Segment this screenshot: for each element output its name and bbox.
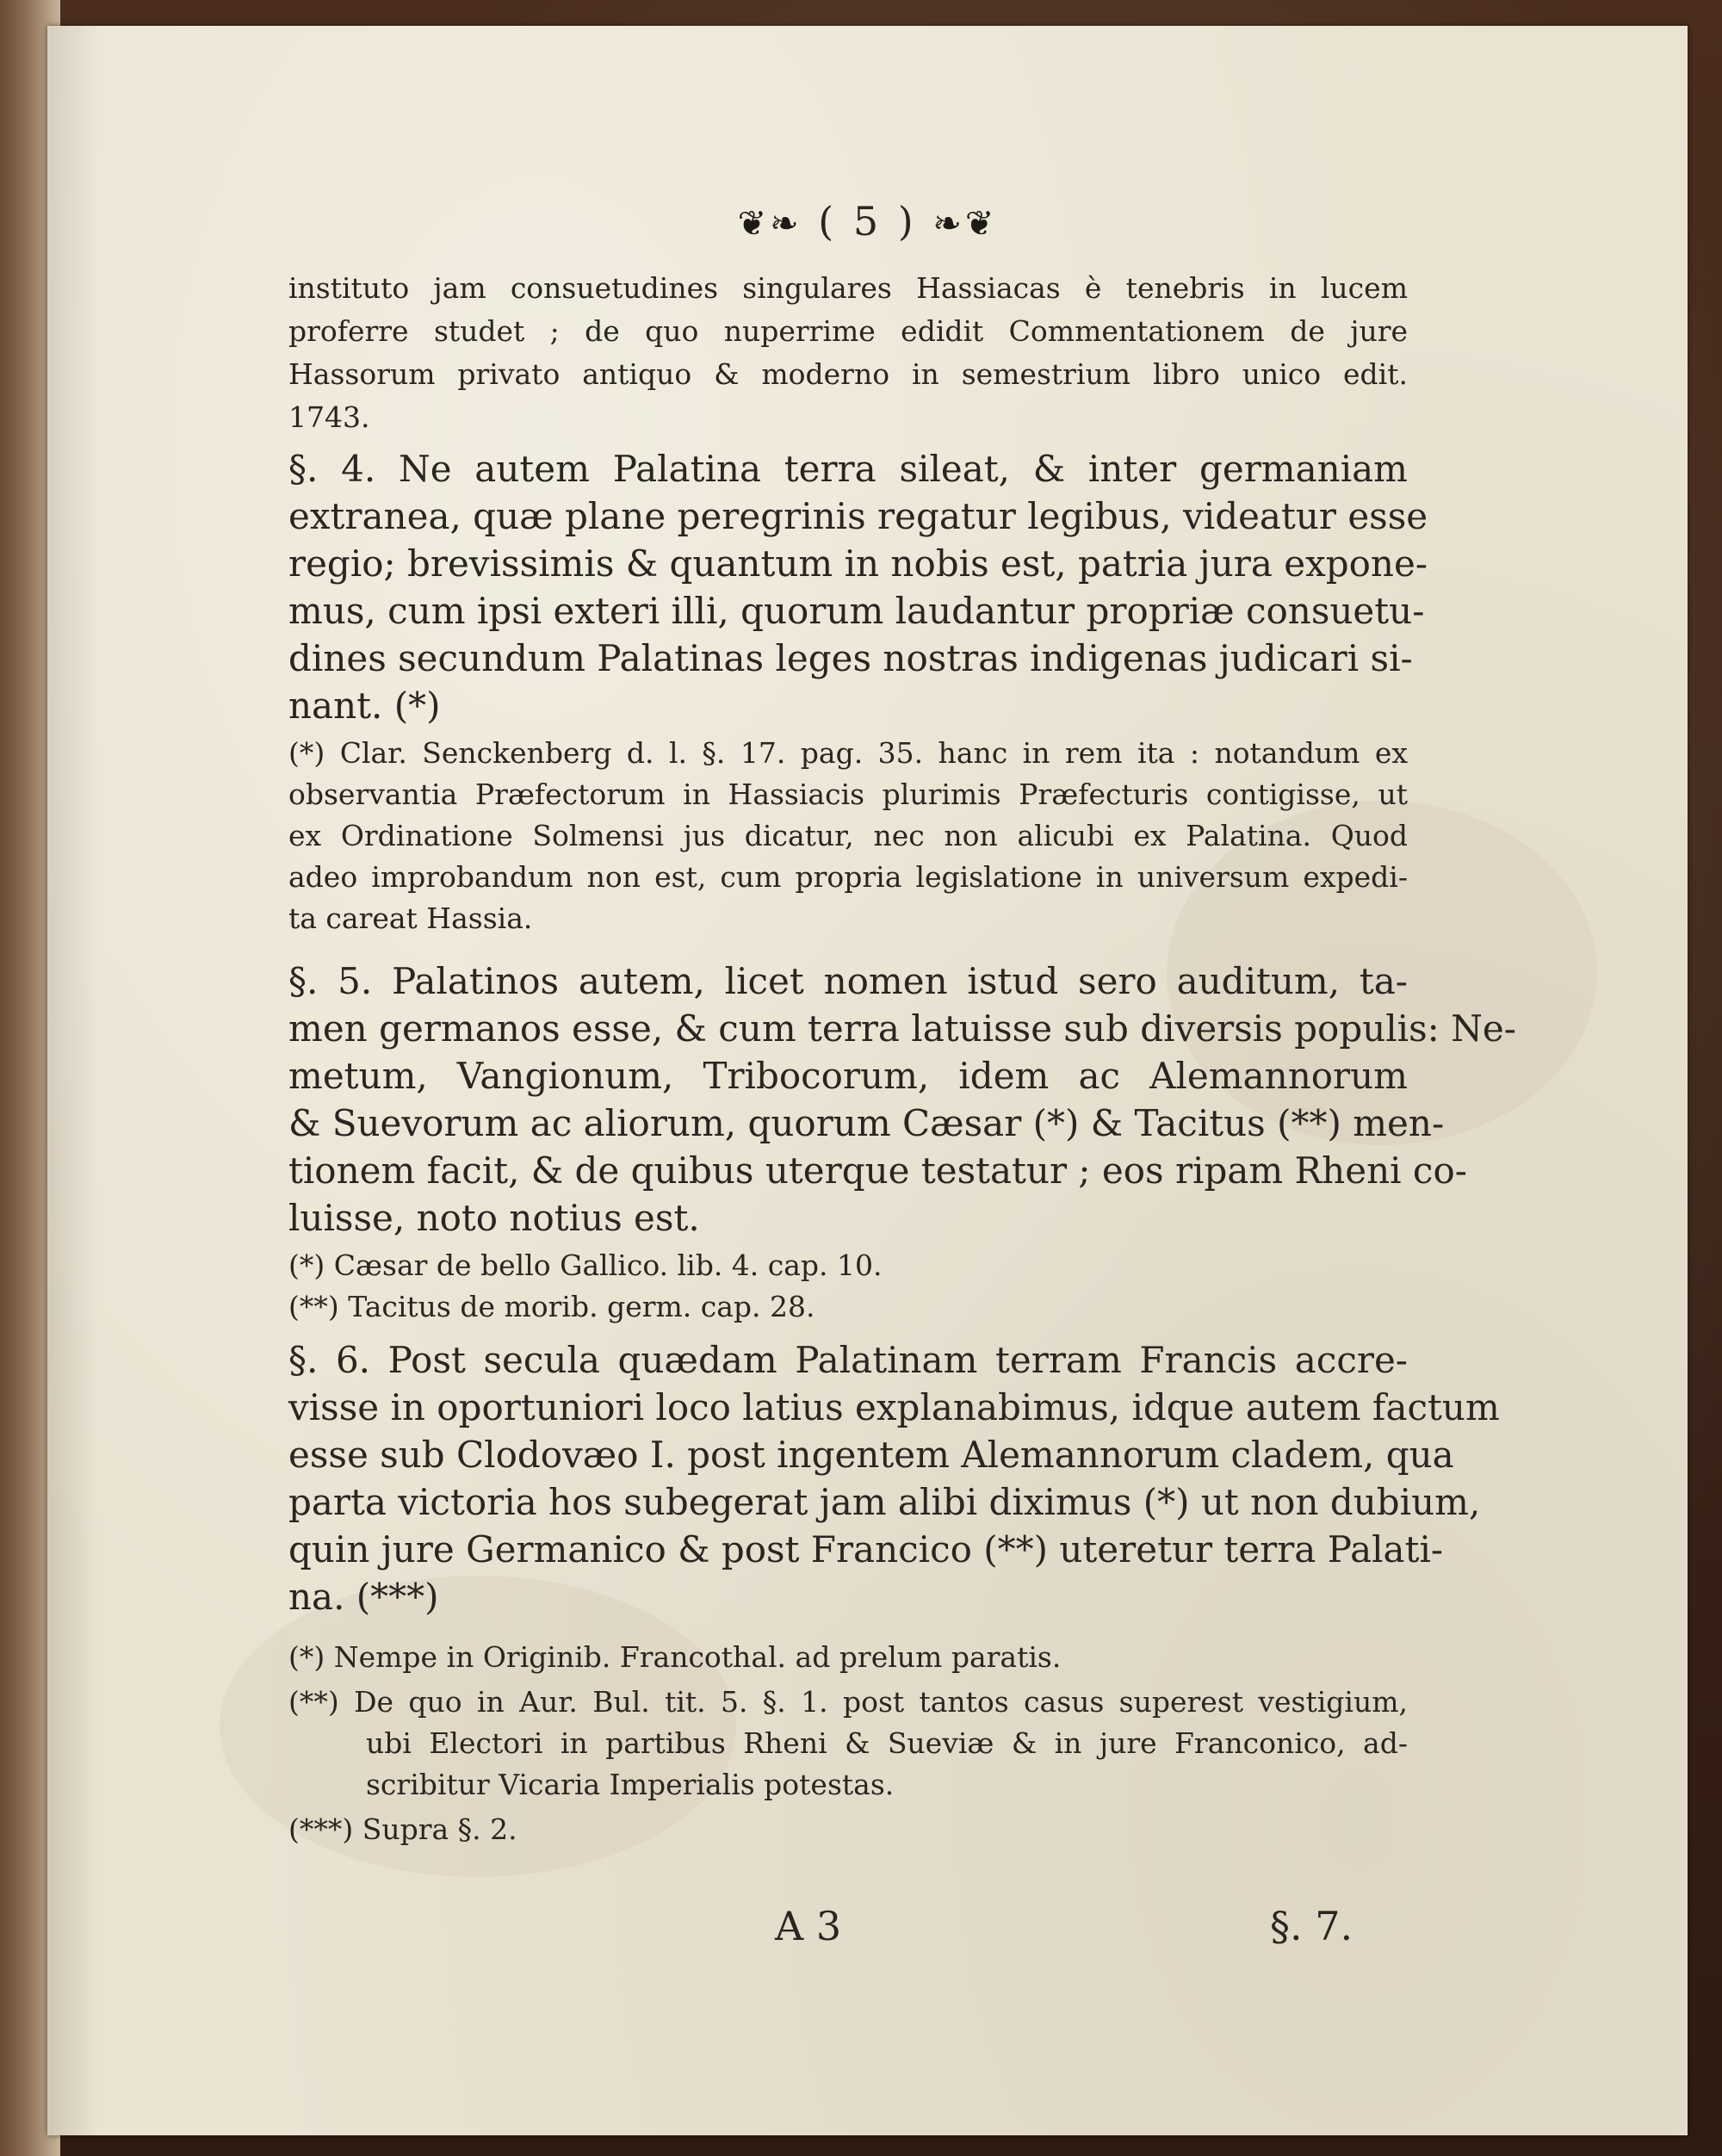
page-number: ( 5 ) [818,198,917,245]
footnote-line: observantia Præfectorum in Hassiacis plurimis Præfecturis contigisse, ut [288,778,1408,811]
footnote-line: scribitur Vicaria Imperialis potestas. [366,1768,895,1801]
footnote-line: adeo improbandum non est, cum propria legislatione in universum expedi- [288,860,1408,894]
ornament-right-icon: ❧❦ [932,204,998,244]
footnote-line: ta careat Hassia. [288,901,533,935]
text-line: quin jure Germanico & post Francico (**) uteretur terra Palati- [288,1528,1444,1571]
text-line: §. 6. Post secula quædam Palatinam terram Francis accre- [288,1339,1408,1381]
text-line: instituto jam consuetudines singulares Hassiacas è tenebris in lucem [288,271,1408,305]
book-page [47,26,1688,2135]
footnote-line: (*) Clar. Senckenberg d. l. §. 17. pag. 35. hanc in rem ita : notandum ex [288,736,1408,770]
footnote-line: (***) Supra §. 2. [288,1812,517,1846]
text-line: proferre studet ; de quo nuperrime edidit Commentationem de jure [288,314,1408,348]
text-line: mus, cum ipsi exteri illi, quorum laudantur propriæ consuetu- [288,590,1425,632]
text-line: esse sub Clodovæo I. post ingentem Alemannorum cladem, qua [288,1434,1454,1476]
footnote-line: ubi Electori in partibus Rheni & Sueviæ & in jure Franconico, ad- [366,1726,1408,1760]
text-line: §. 5. Palatinos autem, licet nomen istud sero auditum, ta- [288,960,1408,1002]
text-line: §. 4. Ne autem Palatina terra sileat, & inter germaniam [288,448,1408,490]
catchword: §. 7. [1270,1903,1353,1949]
text-line: 1743. [288,400,370,434]
text-line: na. (***) [288,1576,439,1618]
footnote-line: ex Ordinatione Solmensi jus dicatur, nec non alicubi ex Palatina. Quod [288,819,1408,852]
text-line: metum, Vangionum, Tribocorum, idem ac Alemannorum [288,1055,1408,1097]
text-line: Hassorum privato antiquo & moderno in semestrium libro unico edit. [288,357,1408,391]
page-header [47,198,1688,245]
text-line: visse in oportuniori loco latius explanabimus, idque autem factum [288,1386,1500,1428]
footnote-line: (**) De quo in Aur. Bul. tit. 5. §. 1. post tantos casus superest vestigium, [288,1685,1408,1719]
footnote-line: (*) Nempe in Originib. Francothal. ad prelum paratis. [288,1640,1062,1674]
text-line: parta victoria hos subegerat jam alibi diximus (*) ut non dubium, [288,1481,1481,1523]
signature-mark: A 3 [775,1903,842,1949]
footnote-line: (**) Tacitus de morib. germ. cap. 28. [288,1290,815,1323]
text-line: & Suevorum ac aliorum, quorum Cæsar (*) & Tacitus (**) men- [288,1102,1445,1144]
text-line: extranea, quæ plane peregrinis regatur legibus, videatur esse [288,495,1428,537]
footnote-line: (*) Cæsar de bello Gallico. lib. 4. cap. 10. [288,1248,883,1282]
text-line: tionem facit, & de quibus uterque testatur ; eos ripam Rheni co- [288,1149,1467,1192]
text-line: men germanos esse, & cum terra latuisse sub diversis populis: Ne- [288,1007,1516,1050]
text-line: regio; brevissimis & quantum in nobis est, patria jura expone- [288,542,1428,585]
text-line: dines secundum Palatinas leges nostras indigenas judicari si- [288,637,1413,679]
ornament-left-icon: ❦❧ [737,204,802,244]
text-line: nant. (*) [288,685,441,727]
text-line: luisse, noto notius est. [288,1197,700,1239]
